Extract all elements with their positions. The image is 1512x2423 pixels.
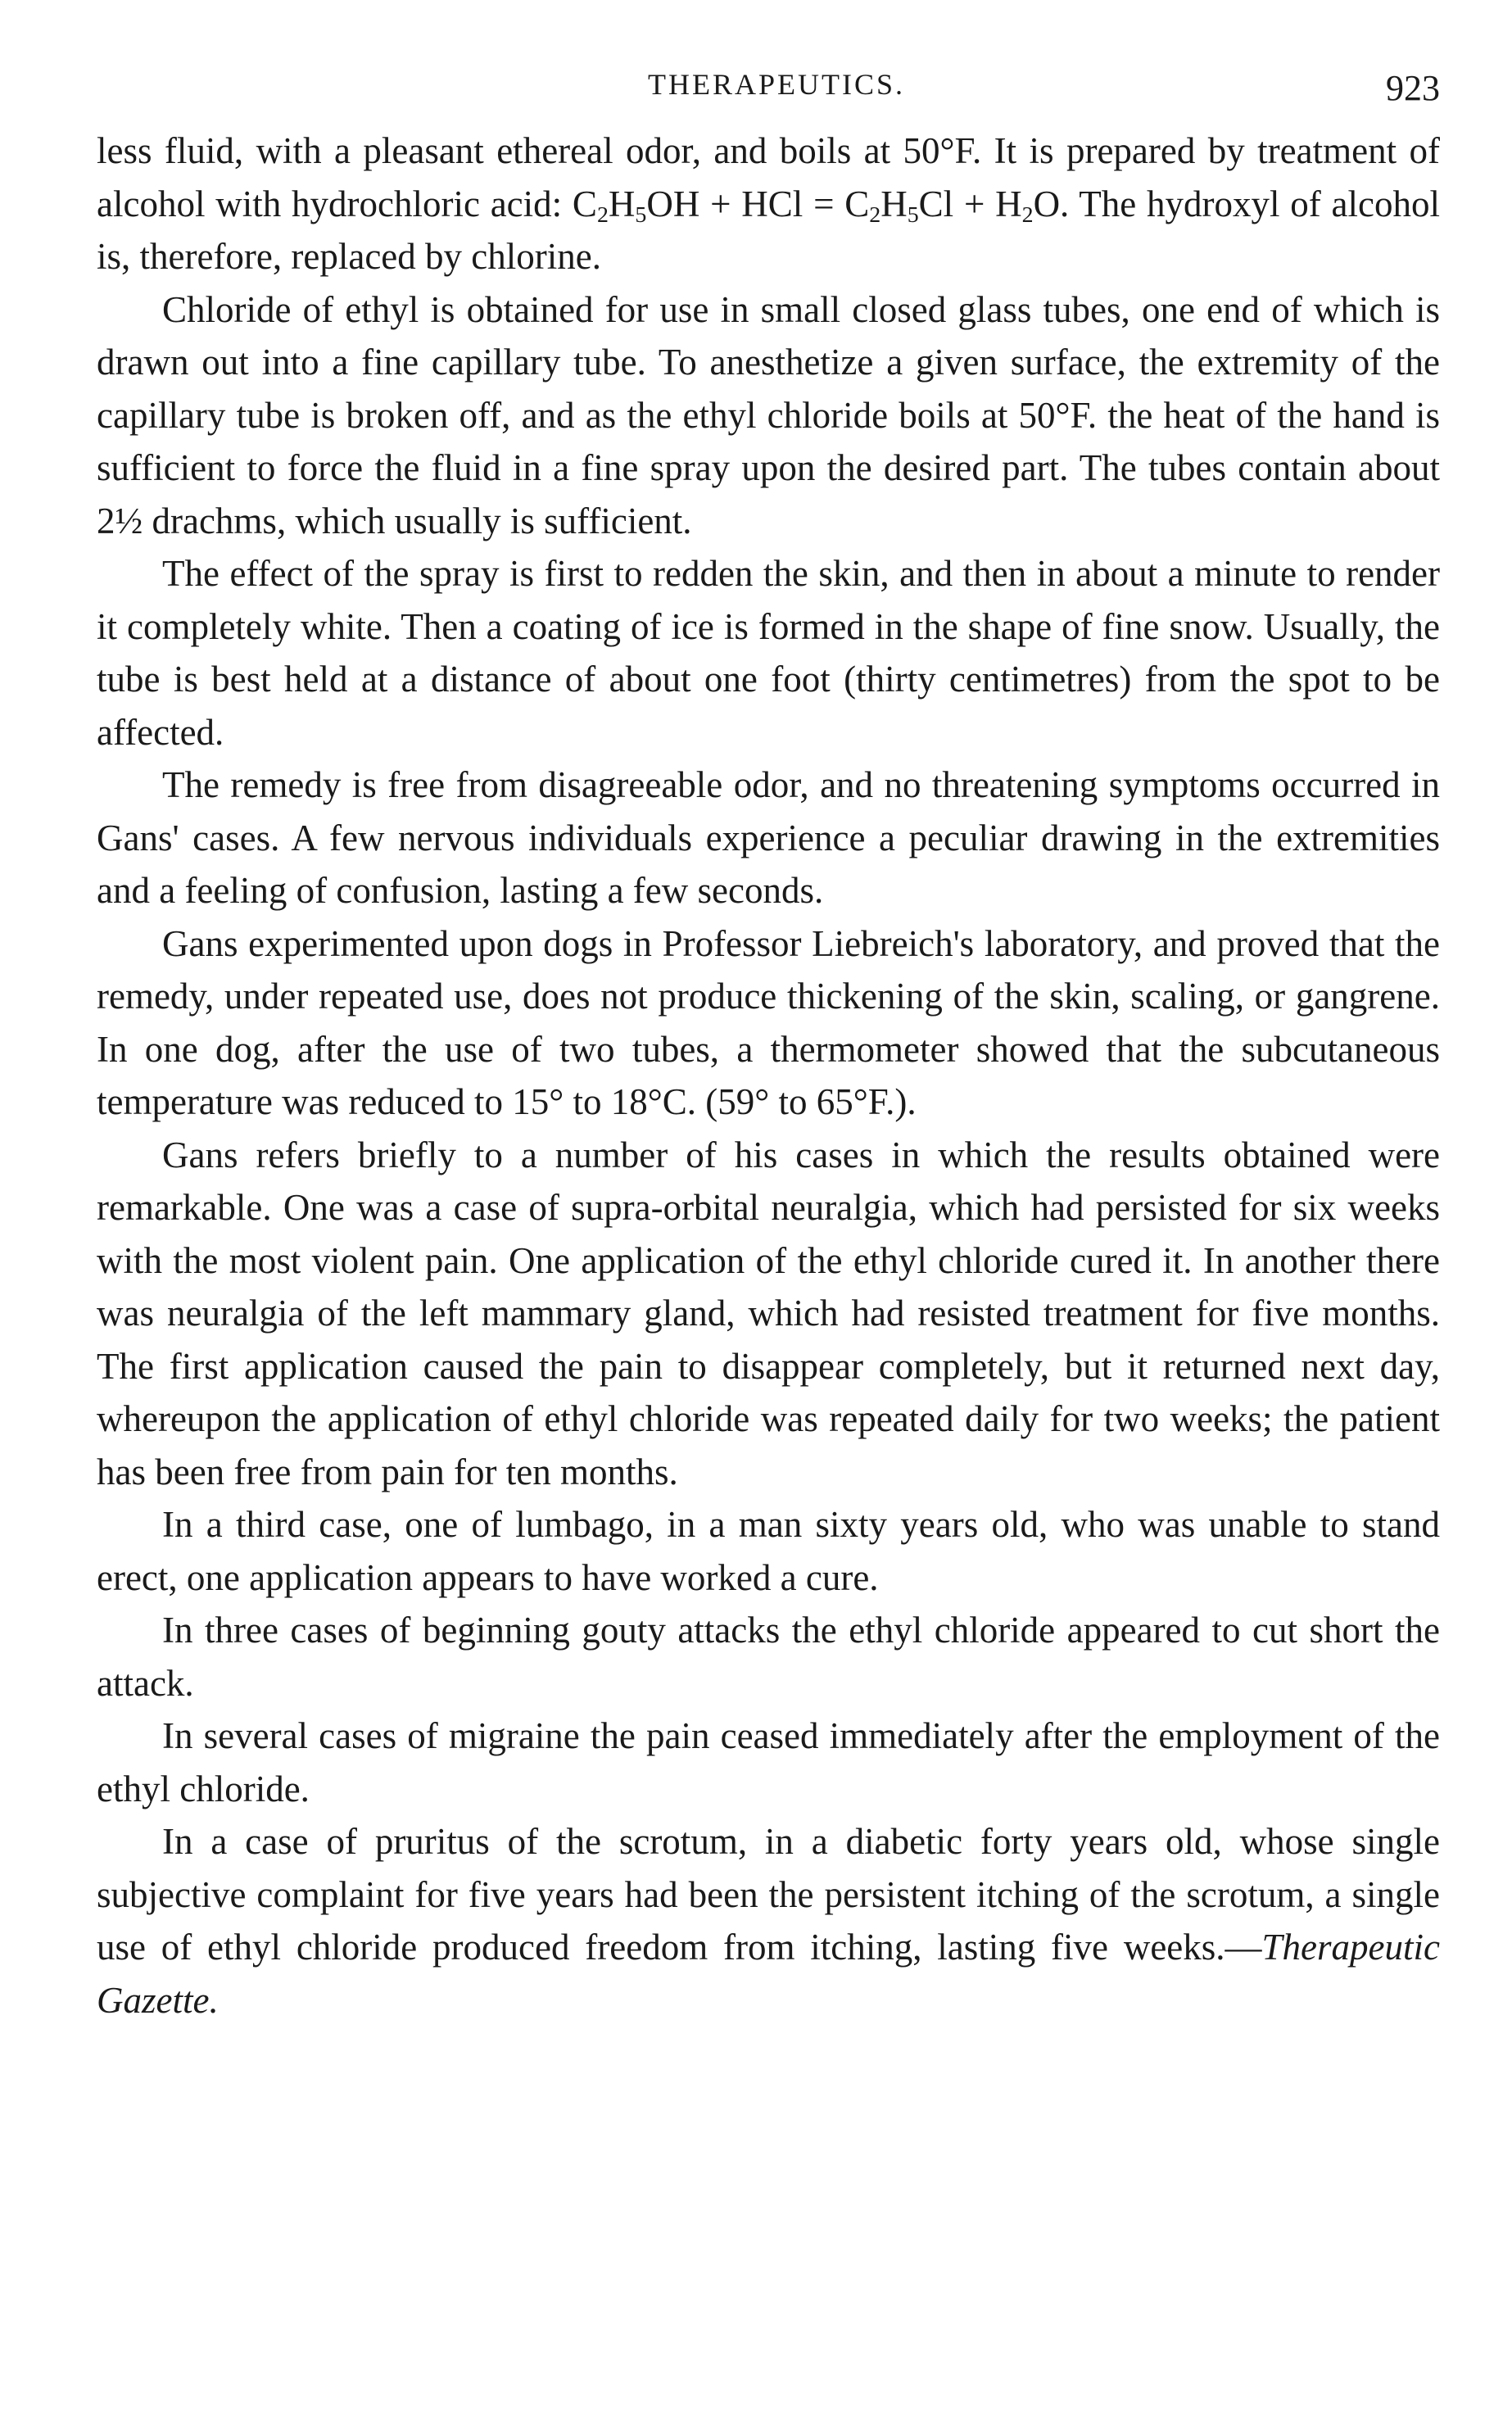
page (97, 67, 1440, 2027)
paragraph-7: In a third case, one of lumbago, in a man sixty years old, who was unable to stand erect, one application appears to have worked a cure. (97, 1504, 1440, 1598)
paragraph-8: In three cases of beginning gouty attacks the ethyl chloride appeared to cut short the attack. (97, 1610, 1440, 1704)
paragraph-9: In several cases of migraine the pain ceased immediately after the employment of the ethyl chloride. (97, 1715, 1440, 1809)
paragraph-3: The effect of the spray is first to redden the skin, and then in about a minute to render it completely white. Then a coating of ice is formed in the shape of fine snow. Usually, the tube is best held at a distance of about one foot (thirty centimetres) from the spot to be affected. (97, 553, 1440, 753)
paragraph-1 (97, 125, 1440, 283)
paragraph-10-text: In a case of pruritus of the scrotum, in a diabetic forty years old, whose single subjective complaint for five years had been the persistent itching of the scrotum, a single use of ethyl chloride produced freedom from itching, lasting five weeks.— (97, 1821, 1440, 1968)
running-title: THERAPEUTICS. (647, 68, 905, 101)
subscript: 2 (596, 202, 609, 228)
formula-text: H (608, 183, 636, 224)
subscript: 5 (907, 202, 919, 228)
paragraph-4: The remedy is free from disagreeable odor, and no threatening symptoms occurred in Gans' cases. A few nervous individuals experience a peculiar drawing in the extremities and a feeling of confusion, lasting a few seconds. (97, 764, 1440, 911)
paragraph-1-text: less fluid, with a pleasant ethereal odor, and boils at 50°F. It is prepared by treatment of alcohol with hydrochloric acid: C (97, 130, 1440, 224)
running-head (97, 67, 1440, 125)
paragraph-1-tail: O. The hydroxyl of alcohol is, therefore, replaced by chlorine. (97, 183, 1440, 277)
paragraph-2: Chloride of ethyl is obtained for use in small closed glass tubes, one end of which is drawn out into a fine capillary tube. To anesthetize a given surface, the extremity of the capillary tube is broken off, and as the ethyl chloride boils at 50°F. the heat of the hand is sufficient to force the fluid in a fine spray upon the desired part. The tubes contain about 2½ drachms, which usually is sufficient. (97, 288, 1440, 541)
formula-text: Cl + H (918, 183, 1022, 224)
subscript: 2 (1021, 202, 1034, 228)
formula-text: OH + HCl = C (646, 183, 870, 224)
paragraph-10 (97, 1815, 1440, 2027)
formula-text: H (880, 183, 908, 224)
page-number: 923 (1386, 68, 1440, 108)
body-text (97, 125, 1440, 2027)
source-citation: Therapeutic Gazette. (97, 1927, 1440, 2021)
paragraph-5: Gans experimented upon dogs in Professor Liebreich's laboratory, and proved that the remedy, under repeated use, does not produce thickening of the skin, scaling, or gangrene. In one dog, after the use of two tubes, a thermometer showed that the subcutaneous temperature was reduced to 15° to 18°C. (59° to 65°F.). (97, 922, 1440, 1122)
subscript: 5 (635, 202, 647, 228)
subscript: 2 (869, 202, 881, 228)
paragraph-6: Gans refers briefly to a number of his cases in which the results obtained were remarkable. One was a case of supra-orbital neuralgia, which had persisted for six weeks with the most violent pain. One application of the ethyl chloride cured it. In another there was neuralgia of the left mammary gland, which had resisted treatment for five months. The first application caused the pain to disappear completely, but it returned next day, whereupon the application of ethyl chloride was repeated daily for two weeks; the patient has been free from pain for ten months. (97, 1134, 1440, 1492)
